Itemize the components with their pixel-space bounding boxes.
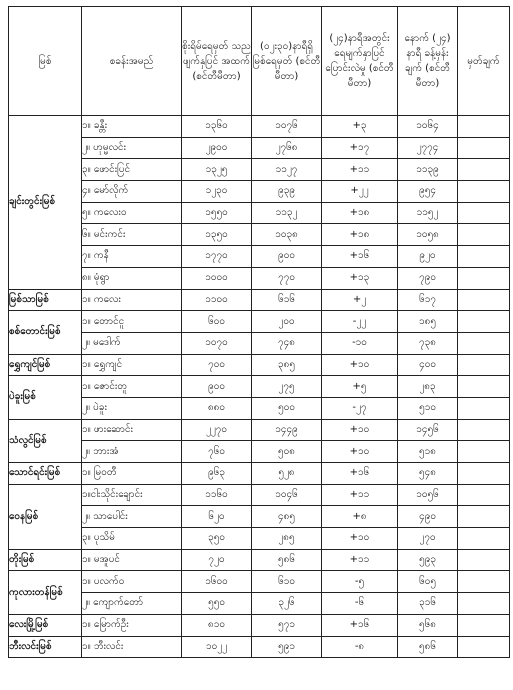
- table-row: [9, 137, 510, 159]
- water-level-value: ၅၂၈: [252, 463, 322, 485]
- water-level-value: ၁၀၇၆: [252, 116, 322, 138]
- change-value: -၆: [322, 593, 398, 615]
- danger-level-value: ၃၅၀: [182, 528, 252, 550]
- danger-level-value: ၉၀၀: [182, 376, 252, 398]
- forecast-value: ၁၁၅၂: [398, 202, 458, 224]
- forecast-value: ၇၉၀: [398, 267, 458, 289]
- forecast-value: ၁၀၅၈: [398, 224, 458, 246]
- change-value: +၁၀: [322, 528, 398, 550]
- remarks-value: [458, 528, 510, 550]
- forecast-value: ၅၁၀: [398, 397, 458, 419]
- change-value: +၁၃: [322, 267, 398, 289]
- forecast-value: ၅၄၈: [398, 463, 458, 485]
- table-row: [9, 484, 510, 506]
- remarks-value: [458, 159, 510, 181]
- station-name: ၆။ မင်းကင်း: [82, 224, 182, 246]
- header-station: စခန်းအမည်: [82, 7, 182, 116]
- table-row: [9, 614, 510, 636]
- water-level-value: ၁၀၃၈: [252, 224, 322, 246]
- remarks-value: [458, 311, 510, 333]
- table-row: [9, 419, 510, 441]
- station-name: ၄။ မော်လိုက်: [82, 181, 182, 203]
- water-level-value: ၃၂၆: [252, 593, 322, 615]
- danger-level-value: ၁၆၀၀: [182, 571, 252, 593]
- table-row: [9, 159, 510, 181]
- forecast-value: ၉၂၀: [398, 246, 458, 268]
- water-level-value: ၃၈၅: [252, 354, 322, 376]
- forecast-value: ၅၁၈: [398, 441, 458, 463]
- river-name: ပဲခူးမြစ်: [9, 376, 82, 419]
- water-level-value: ၂၇၆၈: [252, 137, 322, 159]
- station-name: ၂။ သာပေါင်း: [82, 506, 182, 528]
- water-level-value: ၅၀၀: [252, 397, 322, 419]
- remarks-value: [458, 636, 510, 658]
- change-value: +၂: [322, 289, 398, 311]
- station-name: ၁။ ခန္တီး: [82, 116, 182, 138]
- danger-level-value: ၆၀၀: [182, 311, 252, 333]
- header-danger-level: စိုးရိမ်ရေမှတ် သည ဖျက်နှပြင် အထက် (စင်တီမီတာ): [182, 7, 252, 116]
- table-row: [9, 267, 510, 289]
- remarks-value: [458, 137, 510, 159]
- change-value: +၁၆: [322, 246, 398, 268]
- water-level-value: ၄၈၅: [252, 506, 322, 528]
- forecast-value: ၄၉၀: [398, 506, 458, 528]
- danger-level-value: ၁၀၂၂: [182, 636, 252, 658]
- change-value: -၈: [322, 636, 398, 658]
- table-row: [9, 636, 510, 658]
- danger-level-value: ၇၆၀: [182, 441, 252, 463]
- change-value: +၁၁: [322, 484, 398, 506]
- danger-level-value: ၇၂၀: [182, 549, 252, 571]
- station-name: ၁။ တောင်ငူ: [82, 311, 182, 333]
- danger-level-value: ၁၁၀၀: [182, 289, 252, 311]
- danger-level-value: ၇၀၀: [182, 354, 252, 376]
- river-name: ချင်းတွင်းမြစ်: [9, 116, 82, 290]
- remarks-value: [458, 419, 510, 441]
- remarks-value: [458, 463, 510, 485]
- forecast-value: ၁၁၃၉: [398, 159, 458, 181]
- remarks-value: [458, 224, 510, 246]
- table-row: [9, 593, 510, 615]
- water-level-value: ၅၇၁: [252, 614, 322, 636]
- station-name: ၂။ မဒေါက်: [82, 332, 182, 354]
- water-level-value: ၁၁၂၇: [252, 159, 322, 181]
- forecast-value: ၅၆၈: [398, 614, 458, 636]
- header-forecast-24h: နောက် (၂၄) နာရီ ခန့်မှန်းချက် (စင်တီမီတာ): [398, 7, 458, 116]
- forecast-value: ၂၈၃: [398, 376, 458, 398]
- change-value: +၁၈: [322, 202, 398, 224]
- water-level-value: ၂၈၅: [252, 528, 322, 550]
- water-level-value: ၇၄၈: [252, 332, 322, 354]
- station-name: ၂။ ကျောက်တော်: [82, 593, 182, 615]
- danger-level-value: ၁၀၇၀: [182, 332, 252, 354]
- remarks-value: [458, 289, 510, 311]
- river-name: ကုလားတန်မြစ်: [9, 571, 82, 614]
- remarks-value: [458, 614, 510, 636]
- remarks-value: [458, 116, 510, 138]
- table-row: [9, 311, 510, 333]
- remarks-value: [458, 267, 510, 289]
- table-row: [9, 332, 510, 354]
- header-river: မြစ်: [9, 7, 82, 116]
- header-water-level: (၀၂း၃၀)နာရီရှိ မြစ်ရေမှတ် (စင်တီမီတာ): [252, 7, 322, 116]
- water-level-grid: [8, 6, 510, 658]
- station-name: ၁။ငါးသိုင်းချောင်း: [82, 484, 182, 506]
- water-level-value: ၂၀၀: [252, 311, 322, 333]
- forecast-value: ၆၁၇: [398, 289, 458, 311]
- danger-level-value: ၁၇၇၀: [182, 246, 252, 268]
- forecast-value: ၃၁၆: [398, 593, 458, 615]
- table-row: [9, 571, 510, 593]
- danger-level-value: ၈၈၀: [182, 397, 252, 419]
- water-level-value: ၆၁၀: [252, 571, 322, 593]
- station-name: ၁။ ဘီးလင်း: [82, 636, 182, 658]
- remarks-value: [458, 593, 510, 615]
- table-row: [9, 354, 510, 376]
- remarks-value: [458, 376, 510, 398]
- change-value: -၂၇: [322, 397, 398, 419]
- river-name: ဝေနမြစ်: [9, 484, 82, 549]
- danger-level-value: ၁၃၂၅: [182, 159, 252, 181]
- forecast-value: ၇၃၈: [398, 332, 458, 354]
- danger-level-value: ၆၂၀: [182, 506, 252, 528]
- table-row: [9, 224, 510, 246]
- river-name: ဘီးလင်းမြစ်: [9, 636, 82, 658]
- forecast-value: ၅၈၆: [398, 636, 458, 658]
- remarks-value: [458, 246, 510, 268]
- station-name: ၁။ ရွှေကျင်: [82, 354, 182, 376]
- remarks-value: [458, 571, 510, 593]
- station-name: ၅။ ကလေး၀: [82, 202, 182, 224]
- river-name: စစ်တောင်းမြစ်: [9, 311, 82, 354]
- water-level-value: ၇၇၀: [252, 267, 322, 289]
- danger-level-value: ၂၉၀၀: [182, 137, 252, 159]
- station-name: ၁။ မြောက်ဦး: [82, 614, 182, 636]
- water-level-value: ၅၉၁: [252, 636, 322, 658]
- station-name: ၂။ ပဲခူး: [82, 397, 182, 419]
- header-remarks: မှတ်ချက်: [458, 7, 510, 116]
- forecast-value: ၅၉၃: [398, 549, 458, 571]
- station-name: ၃။ ဖောင်းပြင်: [82, 159, 182, 181]
- change-value: +၁၀: [322, 354, 398, 376]
- table-row: [9, 116, 510, 138]
- remarks-value: [458, 181, 510, 203]
- danger-level-value: ၁၂၃၀: [182, 181, 252, 203]
- station-name: ၃။ ပုသိမ်: [82, 528, 182, 550]
- water-level-value: ၅၀၈: [252, 441, 322, 463]
- table-row: [9, 528, 510, 550]
- remarks-value: [458, 441, 510, 463]
- remarks-value: [458, 202, 510, 224]
- water-level-value: ၉၀၀: [252, 246, 322, 268]
- remarks-value: [458, 354, 510, 376]
- water-level-value: ၁၄၄၉: [252, 419, 322, 441]
- table-row: [9, 246, 510, 268]
- station-name: ၁။ မအူပင်: [82, 549, 182, 571]
- station-name: ၁။ ကလေး: [82, 289, 182, 311]
- water-level-value: ၅၈၆: [252, 549, 322, 571]
- danger-level-value: ၁၅၅၀: [182, 202, 252, 224]
- table-body: [9, 116, 510, 658]
- station-name: ၇။ ကနီ: [82, 246, 182, 268]
- water-level-value: ၂၇၅: [252, 376, 322, 398]
- water-level-value: ၁၁၃၂: [252, 202, 322, 224]
- remarks-value: [458, 506, 510, 528]
- change-value: +၃: [322, 116, 398, 138]
- forecast-value: ၆၀၅: [398, 571, 458, 593]
- station-name: ၁။ ဇောင်းတူ: [82, 376, 182, 398]
- danger-level-value: ၁၁၆၀: [182, 484, 252, 506]
- header-row: [9, 7, 510, 116]
- remarks-value: [458, 484, 510, 506]
- forecast-value: ၁၈၅: [398, 311, 458, 333]
- forecast-value: ၁၄၅၆: [398, 419, 458, 441]
- station-name: ၂။ ဟုမ္မလင်း: [82, 137, 182, 159]
- danger-level-value: ၁၃၅၀: [182, 224, 252, 246]
- forecast-value: ၂၇၇၄: [398, 137, 458, 159]
- change-value: +၁၁: [322, 159, 398, 181]
- river-name: ရွှေကျင်မြစ်: [9, 354, 82, 376]
- station-name: ၁။ မြဝတီ: [82, 463, 182, 485]
- table-row: [9, 397, 510, 419]
- change-value: +၁၇: [322, 137, 398, 159]
- change-value: +၁၁: [322, 549, 398, 571]
- water-level-value: ၉၃၉: [252, 181, 322, 203]
- change-value: +၁၈: [322, 224, 398, 246]
- forecast-value: ၂၇၀: [398, 528, 458, 550]
- table-row: [9, 506, 510, 528]
- station-name: ၈။ မုံရွာ: [82, 267, 182, 289]
- danger-level-value: ၈၁၀: [182, 614, 252, 636]
- river-name: သံလွင်မြစ်: [9, 419, 82, 462]
- table-row: [9, 463, 510, 485]
- danger-level-value: ၂၂၇၀: [182, 419, 252, 441]
- remarks-value: [458, 549, 510, 571]
- change-value: +၅: [322, 376, 398, 398]
- danger-level-value: ၁၀၀၀: [182, 267, 252, 289]
- change-value: -၂၂: [322, 311, 398, 333]
- table-row: [9, 549, 510, 571]
- table-row: [9, 202, 510, 224]
- river-water-level-table: [8, 6, 509, 658]
- remarks-value: [458, 332, 510, 354]
- change-value: +၁၆: [322, 614, 398, 636]
- station-name: ၁။ ဖားဆောင်း: [82, 419, 182, 441]
- change-value: +၁၆: [322, 463, 398, 485]
- table-row: [9, 376, 510, 398]
- water-level-value: ၁၀၄၆: [252, 484, 322, 506]
- danger-level-value: ၉၆၃: [182, 463, 252, 485]
- river-name: သောင်ရင်းမြစ်: [9, 463, 82, 485]
- station-name: ၁။ ပလက်ဝ: [82, 571, 182, 593]
- forecast-value: ၁၀၅၆: [398, 484, 458, 506]
- change-value: +၈: [322, 506, 398, 528]
- river-name: မြစ်သာမြစ်: [9, 289, 82, 311]
- change-value: +၂၂: [322, 181, 398, 203]
- station-name: ၂။ ဘားအံ: [82, 441, 182, 463]
- change-value: +၁၀: [322, 419, 398, 441]
- danger-level-value: ၅၅၀: [182, 593, 252, 615]
- water-level-value: ၆၁၆: [252, 289, 322, 311]
- change-value: +၁၀: [322, 441, 398, 463]
- table-row: [9, 289, 510, 311]
- change-value: -၁၀: [322, 332, 398, 354]
- river-name: တိုးမြစ်: [9, 549, 82, 571]
- change-value: -၅: [322, 571, 398, 593]
- forecast-value: ၉၅၄: [398, 181, 458, 203]
- forecast-value: ၄၀၀: [398, 354, 458, 376]
- header-change-24h: (၂၄)နာရီအတွင်း ရေမျက်နှာပြင် ပြောင်းလဲမှု (စင်တီမီတာ): [322, 7, 398, 116]
- table-row: [9, 441, 510, 463]
- forecast-value: ၁၀၆၄: [398, 116, 458, 138]
- table-row: [9, 181, 510, 203]
- river-name: လေးမြို့မြစ်: [9, 614, 82, 636]
- danger-level-value: ၁၃၆၀: [182, 116, 252, 138]
- remarks-value: [458, 397, 510, 419]
